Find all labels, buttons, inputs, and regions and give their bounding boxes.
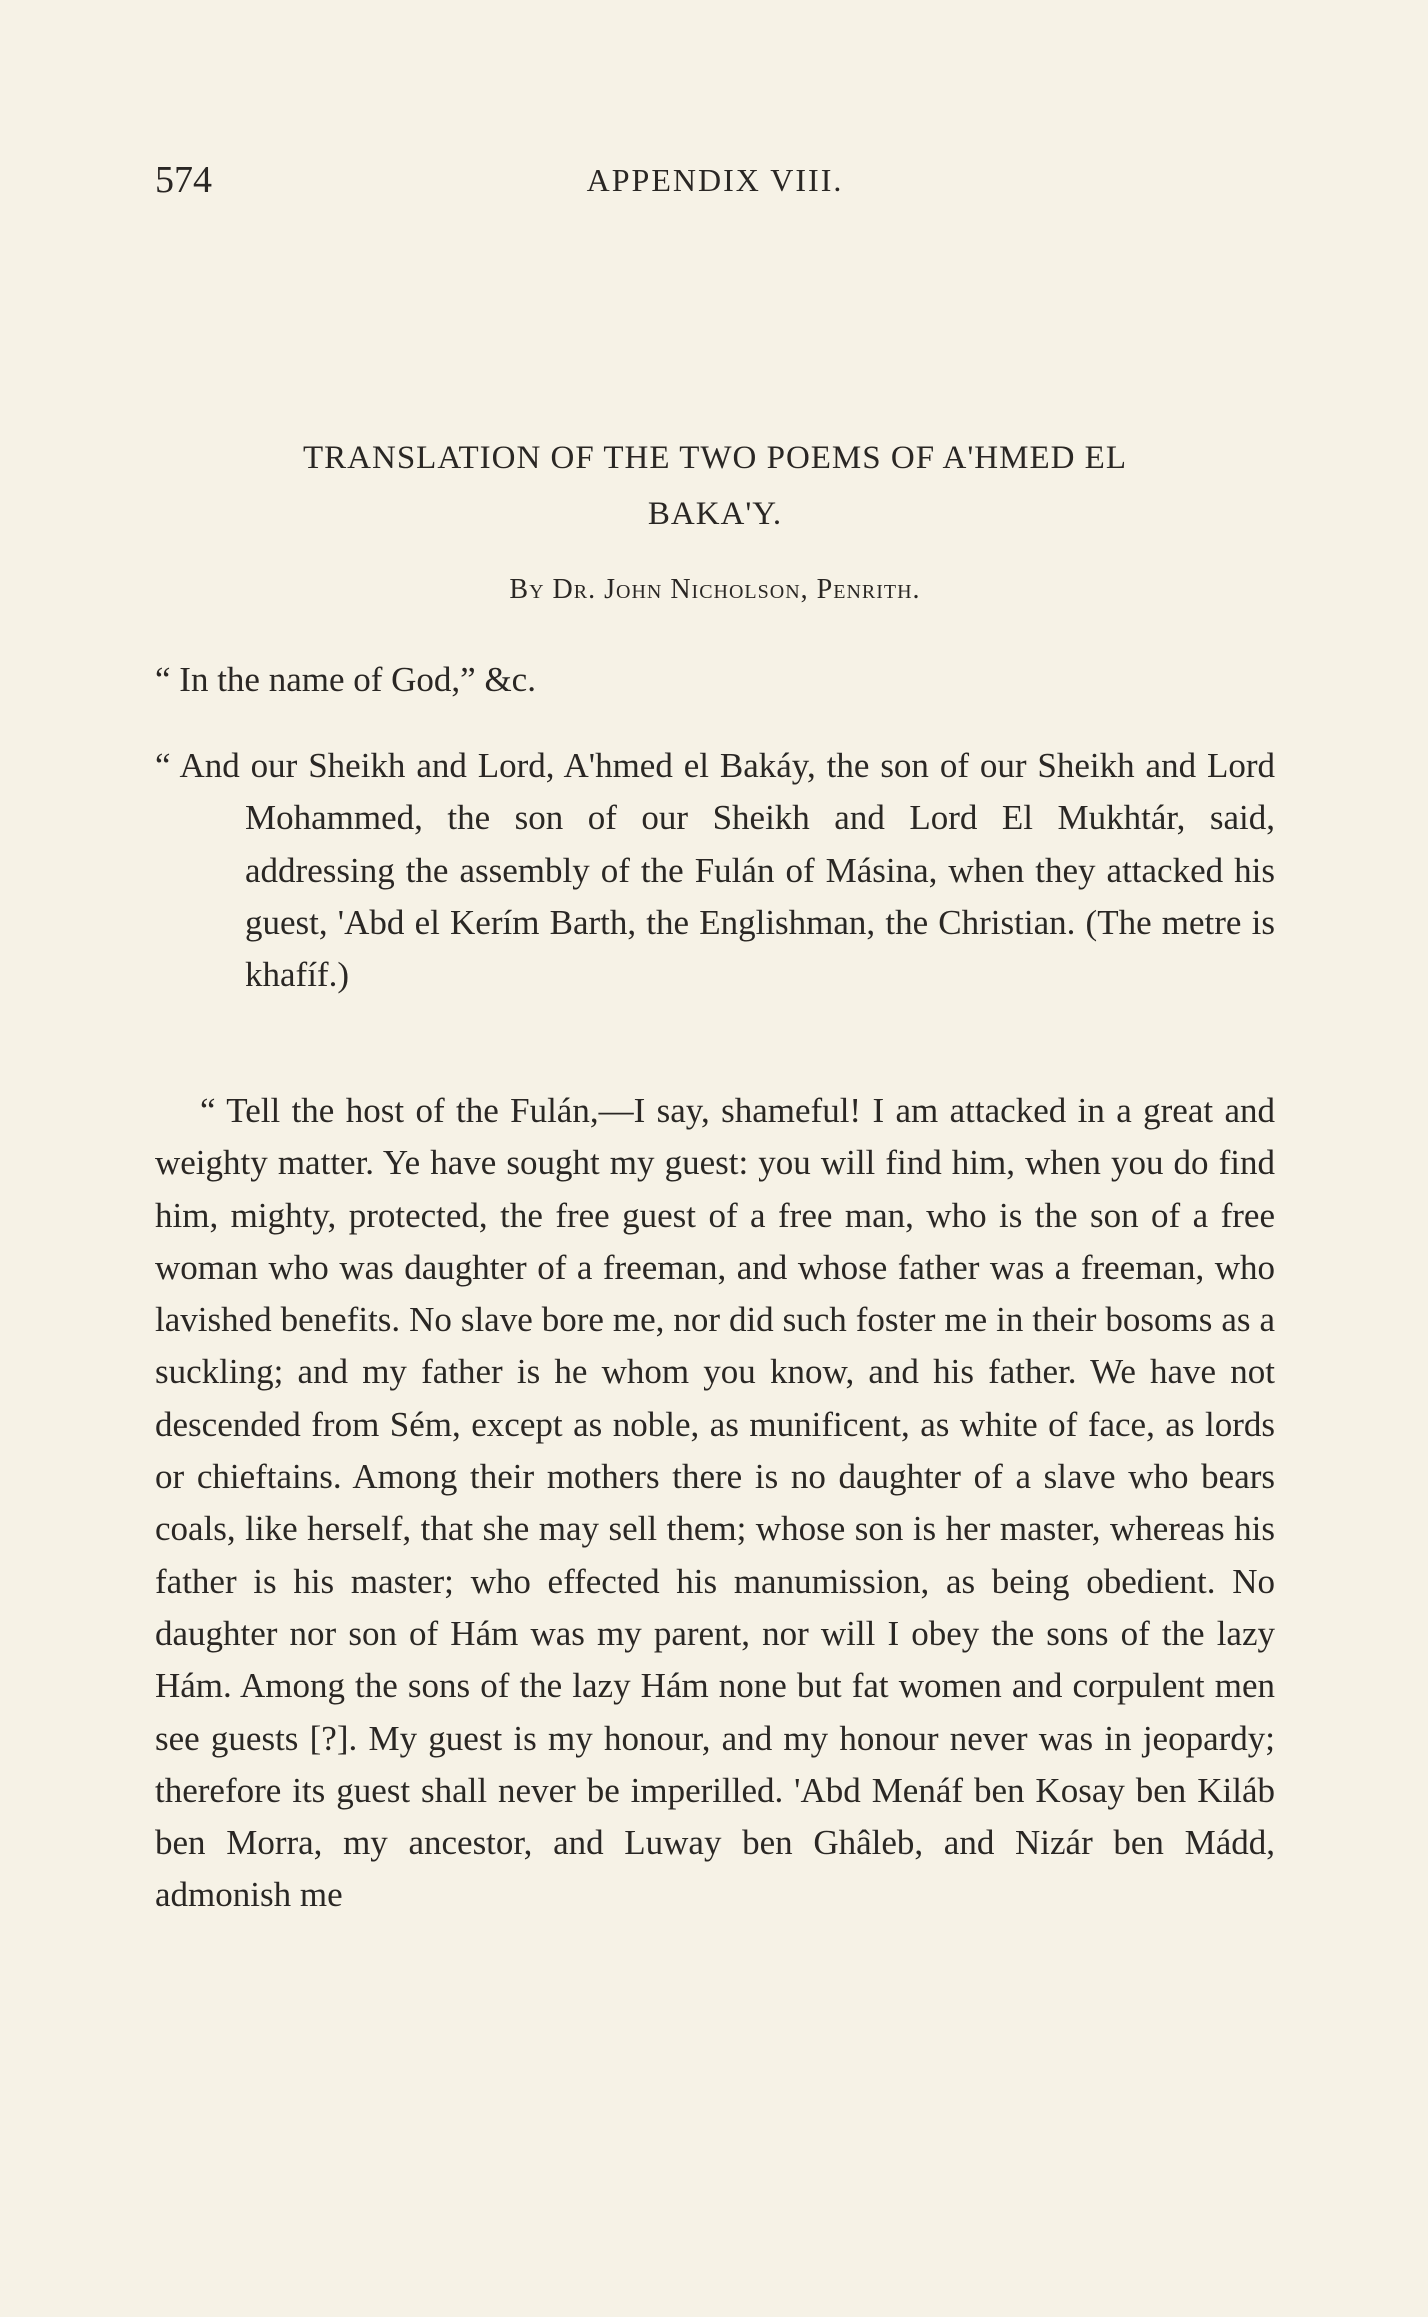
section-title xyxy=(155,430,1275,542)
title-line-1: TRANSLATION OF THE TWO POEMS OF A'HMED EL xyxy=(302,440,1127,476)
title-line-2: BAKA'Y. xyxy=(647,496,783,532)
byline: By Dr. John Nicholson, Penrith. xyxy=(509,574,921,605)
page-number: 574 xyxy=(155,159,212,201)
page-header xyxy=(155,158,1275,208)
poem-translation-paragraph: “ Tell the host of the Fulán,—I say, shameful! I am attacked in a great and weighty matter. Ye have sought my guest: you will find him, when you do find him, mighty, protected, the free guest of a free man, who is the son of a free woman who was daughter of a freeman, and whose father was a freeman, who lavished benefits. No slave bore me, nor did such foster me in their bosoms as a suckling; and my father is he whom you know, and his father. We have not descended from Sém, except as noble, as munificent, as white of face, as lords or chieftains. Among their mothers there is no daughter of a slave who bears coals, like herself, that she may sell them; whose son is her master, whereas his father is his master; who effected his manumission, as being obedient. No daughter nor son of Hám was my parent, nor will I obey the sons of the lazy Hám. Among the sons of the lazy Hám none but fat women and corpulent men see guests [?]. My guest is my honour, and my honour never was in jeopardy; therefore its guest shall never be imperilled. 'Abd Menáf ben Kosay ben Kiláb ben Morra, my ancestor, and Luway ben Ghâleb, and Nizár ben Mádd, admonish me xyxy=(155,1091,1275,1915)
running-head: APPENDIX VIII. xyxy=(586,162,844,198)
opening-invocation: “ In the name of God,” &c. xyxy=(155,660,536,699)
preface-paragraph: “ And our Sheikh and Lord, A'hmed el Bakáy, the son of our Sheikh and Lord Mohammed, the son of our Sheikh and Lord El Mukhtár, said, addressing the assembly of the Fulán of Másina, when they attacked his guest, 'Abd el Kerím Barth, the Englishman, the Christian. (The metre is khafíf.) xyxy=(155,746,1275,995)
